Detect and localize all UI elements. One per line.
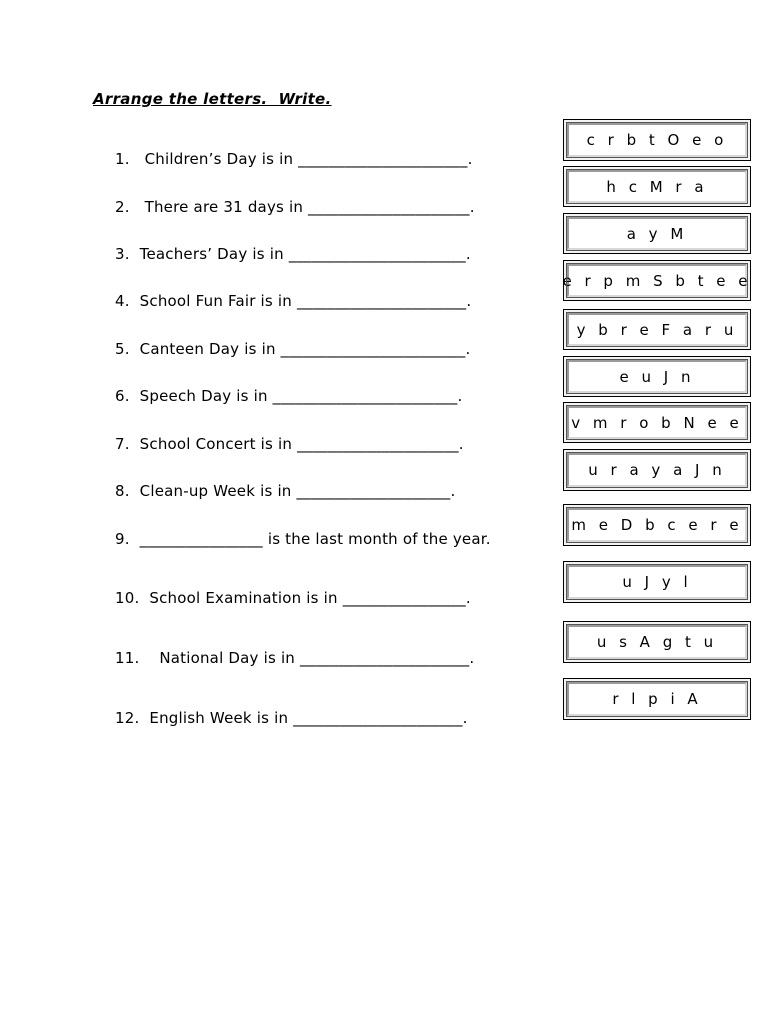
scrambled-word: v m r o b N e e xyxy=(567,406,747,439)
answer-blank[interactable]: _____________________ xyxy=(297,435,459,453)
scrambled-word-box xyxy=(563,166,751,207)
question-7 xyxy=(115,435,464,453)
answer-blank[interactable]: ______________________ xyxy=(298,150,468,168)
question-12 xyxy=(115,709,468,727)
question-ending: . xyxy=(469,649,475,667)
question-ending: . xyxy=(465,340,471,358)
scrambled-word: y b r e F a r u xyxy=(567,313,747,346)
question-11 xyxy=(115,649,474,667)
question-10 xyxy=(115,589,471,607)
question-prompt: 8. Clean-up Week is in xyxy=(115,482,297,500)
question-ending: . xyxy=(469,198,475,216)
scrambled-word-box xyxy=(563,621,751,663)
answer-blank[interactable]: _______________________ xyxy=(288,245,466,263)
answer-blank[interactable]: ______________________ xyxy=(299,649,470,667)
question-ending: . xyxy=(465,589,471,607)
question-6 xyxy=(115,387,462,405)
answer-blank[interactable]: ________________ xyxy=(342,589,466,607)
scrambled-word: e u J n xyxy=(567,360,747,393)
worksheet-title: Arrange the letters. Write. xyxy=(93,90,332,108)
scrambled-word: h c M r a xyxy=(567,170,747,203)
scrambled-word-box xyxy=(563,504,751,546)
scrambled-word: m e D b c e r e xyxy=(567,508,747,542)
question-prompt: 12. English Week is in xyxy=(115,709,294,727)
question-ending: . xyxy=(462,709,468,727)
scrambled-word-box xyxy=(563,309,751,350)
question-9 xyxy=(115,530,491,548)
scrambled-word-box xyxy=(563,402,751,443)
question-2 xyxy=(115,198,475,216)
scrambled-word: a y M xyxy=(567,217,747,250)
scrambled-word: u s A g t u xyxy=(567,625,747,659)
scrambled-word-box xyxy=(563,119,751,161)
question-prompt: 2. There are 31 days in xyxy=(115,198,309,216)
answer-blank[interactable]: _____________________ xyxy=(308,198,470,216)
question-5 xyxy=(115,340,470,358)
scrambled-word-box xyxy=(563,449,751,491)
question-prompt: 10. School Examination is in xyxy=(115,589,343,607)
question-8 xyxy=(115,482,455,500)
question-prompt: 4. School Fun Fair is in xyxy=(115,292,297,310)
question-prompt: 1. Children’s Day is in xyxy=(115,150,299,168)
question-prompt: 11. National Day is in xyxy=(115,649,300,667)
question-prompt: 5. Canteen Day is in xyxy=(115,340,281,358)
scrambled-word: c r b t O e o xyxy=(567,123,747,157)
scrambled-word-box xyxy=(563,356,751,397)
scrambled-word-box xyxy=(563,260,751,301)
question-ending: . xyxy=(450,482,456,500)
question-ending: is the last month of the year. xyxy=(262,530,491,548)
answer-blank[interactable]: ________________________ xyxy=(272,387,458,405)
scrambled-word: u J y l xyxy=(567,565,747,599)
answer-blank[interactable]: ________________ xyxy=(139,530,263,548)
question-ending: . xyxy=(457,387,463,405)
answer-blank[interactable]: ______________________ xyxy=(293,709,463,727)
answer-blank[interactable]: ____________________ xyxy=(296,482,451,500)
answer-blank[interactable]: ______________________ xyxy=(296,292,467,310)
question-ending: . xyxy=(466,292,472,310)
question-4 xyxy=(115,292,471,310)
question-ending: . xyxy=(458,435,464,453)
question-1 xyxy=(115,150,473,168)
scrambled-word: e r p m S b t e e xyxy=(567,264,747,297)
scrambled-word-box xyxy=(563,213,751,254)
scrambled-word: r l p i A xyxy=(567,682,747,716)
question-3 xyxy=(115,245,471,263)
scrambled-word-box xyxy=(563,561,751,603)
question-ending: . xyxy=(467,150,473,168)
question-prompt: 7. School Concert is in xyxy=(115,435,298,453)
question-prompt: 3. Teachers’ Day is in xyxy=(115,245,289,263)
scrambled-word: u r a y a J n xyxy=(567,453,747,487)
question-prompt: 6. Speech Day is in xyxy=(115,387,273,405)
scrambled-word-box xyxy=(563,678,751,720)
question-ending: . xyxy=(465,245,471,263)
answer-blank[interactable]: ________________________ xyxy=(280,340,466,358)
question-prompt: 9. xyxy=(115,530,140,548)
